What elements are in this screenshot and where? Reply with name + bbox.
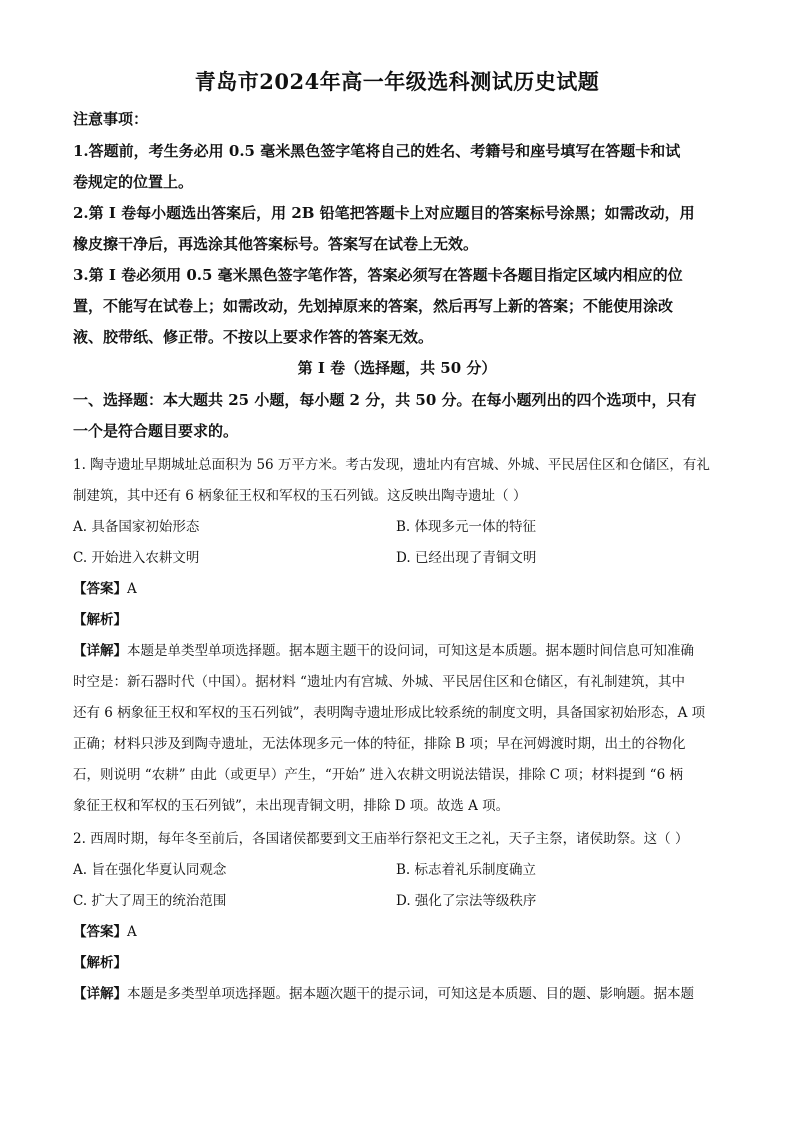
option-d: D. 强化了宗法等级秩序 (396, 893, 537, 909)
detail-tag: 【详解】 (73, 986, 127, 1002)
part1-title: 第 I 卷（选择题，共 50 分） (297, 359, 497, 377)
detail-line: 正确；材料只涉及到陶寺遗址，无法体现多元一体的特征，排除 B 项；早在河姆渡时期，出土的谷物化 (73, 736, 686, 752)
option-b: B. 体现多元一体的特征 (396, 519, 537, 535)
notice-line: 橡皮擦干净后，再选涂其他答案标号。答案写在试卷上无效。 (73, 235, 479, 253)
question-stem: 2. 西周时期，每年冬至前后，各国诸侯都要到文王庙举行祭祀文王之礼，天子主祭，诸侯助祭。这（ ） (73, 831, 689, 847)
notice-line: 1.答题前，考生务必用 0.5 毫米黑色签字笔将自己的姓名、考籍号和座号填写在答题卡和试 (73, 142, 681, 160)
option-b: B. 标志着礼乐制度确立 (396, 862, 537, 878)
notice-line: 2.第 I 卷每小题选出答案后，用 2B 铅笔把答题卡上对应题目的答案标号涂黑；如需改动，用 (73, 204, 695, 222)
detail-line: 【详解】本题是单类型单项选择题。据本题主题干的设问词，可知这是本质题。据本题时间信息可知准确 (73, 643, 694, 659)
notice-line: 置，不能写在试卷上；如需改动，先划掉原来的答案，然后再写上新的答案；不能使用涂改 (73, 297, 674, 315)
section-instructions: 一、选择题：本大题共 25 小题，每小题 2 分，共 50 分。在每小题列出的四个选项中，只有 (73, 391, 697, 409)
notice-line: 卷规定的位置上。 (73, 173, 194, 191)
answer-value: A (127, 581, 137, 597)
answer-tag: 【答案】 (73, 581, 127, 597)
answer-line (73, 577, 723, 597)
notice-line: 液、胶带纸、修正带。不按以上要求作答的答案无效。 (73, 328, 434, 346)
notice-heading: 注意事项： (73, 110, 149, 128)
answer-value: A (127, 924, 137, 940)
answer-line (73, 920, 723, 940)
answer-tag: 【答案】 (73, 924, 127, 940)
detail-line: 【详解】本题是多类型单项选择题。据本题次题干的提示词，可知这是本质题、目的题、影响题。据本题 (73, 986, 694, 1002)
detail-line: 还有 6 柄象征王权和军权的玉石列钺”，表明陶寺遗址形成比较系统的制度文明，具备国家初始形态，A 项 (73, 705, 706, 721)
page-title: 青岛市2024年高一年级选科测试历史试题 (194, 69, 600, 94)
option-c: C. 扩大了周王的统治范围 (73, 893, 227, 909)
question-stem: 1. 陶寺遗址早期城址总面积为 56 万平方米。考古发现，遗址内有宫城、外城、平民居住区和仓储区，有礼 (73, 457, 710, 473)
option-d: D. 已经出现了青铜文明 (396, 550, 537, 566)
question-stem: 制建筑，其中还有 6 柄象征王权和军权的玉石列钺。这反映出陶寺遗址（ ） (73, 488, 527, 504)
detail-line: 时空是：新石器时代（中国）。据材料 “遗址内有宫城、外城、平民居住区和仓储区，有礼制建筑，其中 (73, 674, 685, 690)
notice-line: 3.第 I 卷必须用 0.5 毫米黑色签字笔作答，答案必须写在答题卡各题目指定区域内相应的位 (73, 266, 683, 284)
section-instructions: 一个是符合题目要求的。 (73, 422, 239, 440)
detail-line: 石，则说明 “农耕” 由此（或更早）产生，“开始” 进入农耕文明说法错误，排除 C 项；材料提到 “6 柄 (73, 767, 683, 783)
detail-tag: 【详解】 (73, 643, 127, 659)
analysis-tag: 【解析】 (73, 955, 127, 971)
option-c: C. 开始进入农耕文明 (73, 550, 200, 566)
detail-line: 象征王权和军权的玉石列钺”，未出现青铜文明，排除 D 项。故选 A 项。 (73, 798, 510, 814)
option-a: A. 旨在强化华夏认同观念 (73, 862, 227, 878)
analysis-tag: 【解析】 (73, 612, 127, 628)
option-a: A. 具备国家初始形态 (73, 519, 200, 535)
